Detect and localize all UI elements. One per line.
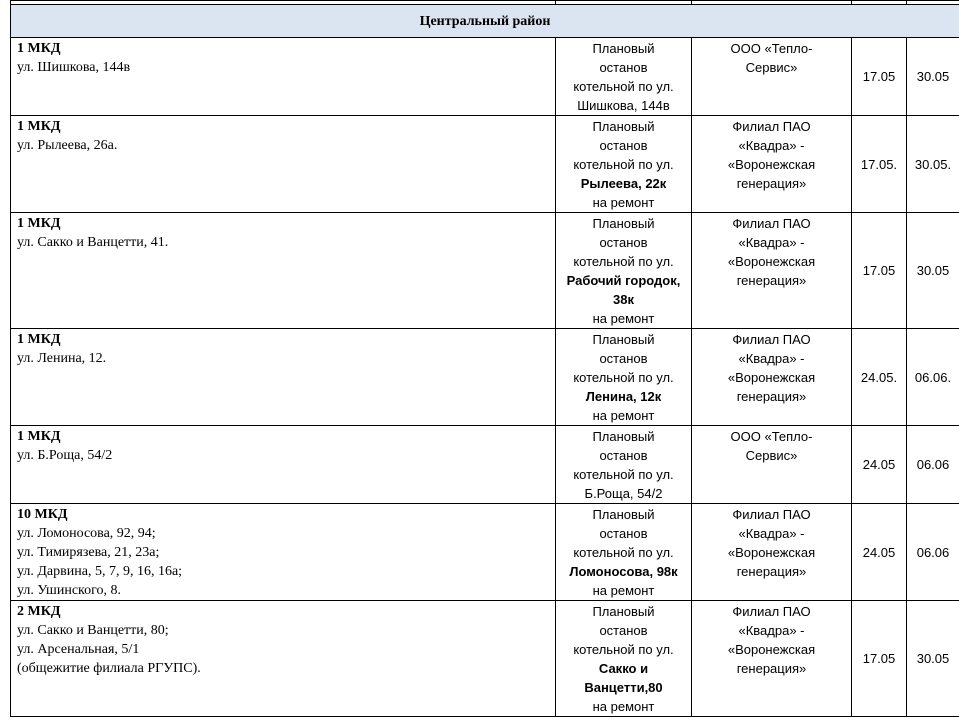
organization-cell: [692, 213, 852, 329]
address-line: ул. Арсенальная, 5/1: [17, 642, 140, 657]
reason-cell: [556, 329, 692, 426]
reason-line: котельной по ул.: [573, 157, 674, 172]
organization-line: генерация»: [736, 661, 807, 676]
reason-line: Плановый: [592, 429, 655, 444]
building-count: 1 МКД: [17, 429, 61, 444]
reason-line: котельной по ул.: [573, 642, 674, 657]
reason-line: Плановый: [592, 507, 655, 522]
organization-line: «Квадра» -: [738, 351, 805, 366]
start-date: 24.05: [852, 504, 907, 601]
organization-line: «Воронежская: [727, 254, 816, 269]
district-header-row: [11, 5, 959, 38]
reason-line: на ремонт: [592, 195, 655, 210]
organization-cell: [692, 329, 852, 426]
reason-cell: [556, 116, 692, 213]
address-line: ул. Сакко и Ванцетти, 41.: [17, 235, 169, 250]
district-name: Центральный район: [11, 5, 959, 38]
reason-line: котельной по ул.: [573, 370, 674, 385]
table-row: [11, 213, 959, 329]
organization-line: «Квадра» -: [738, 138, 805, 153]
building-count: 10 МКД: [17, 507, 68, 522]
organization-line: генерация»: [736, 564, 807, 579]
organization-line: «Квадра» -: [738, 235, 805, 250]
organization-cell: [692, 426, 852, 504]
start-date: 24.05: [852, 426, 907, 504]
reason-line: Плановый: [592, 332, 655, 347]
address-line: ул. Б.Роща, 54/2: [17, 448, 113, 463]
table-row: [11, 329, 959, 426]
organization-cell: [692, 504, 852, 601]
organization-line: генерация»: [736, 389, 807, 404]
address-cell: [11, 116, 556, 213]
reason-line: останов: [599, 623, 648, 638]
reason-cell: [556, 38, 692, 116]
address-cell: [11, 504, 556, 601]
reason-line: на ремонт: [592, 699, 655, 714]
start-date: 17.05: [852, 38, 907, 116]
address-line: ул. Ломоносова, 92, 94;: [17, 526, 156, 541]
reason-line: Плановый: [592, 119, 655, 134]
reason-line: котельной по ул.: [573, 254, 674, 269]
end-date: 30.05: [907, 213, 959, 329]
organization-line: «Воронежская: [727, 157, 816, 172]
table-row: [11, 601, 959, 717]
organization-line: «Воронежская: [727, 370, 816, 385]
organization-line: ООО «Тепло-: [730, 429, 813, 444]
end-date: 06.06: [907, 426, 959, 504]
boiler-address: Ломоносова, 98к: [569, 564, 678, 579]
table-row: [11, 38, 959, 116]
end-date: 30.05: [907, 38, 959, 116]
address-cell: [11, 426, 556, 504]
organization-cell: [692, 601, 852, 717]
reason-line: останов: [599, 448, 648, 463]
organization-line: «Воронежская: [727, 545, 816, 560]
building-count: 1 МКД: [17, 119, 61, 134]
address-line: ул. Ушинского, 8.: [17, 583, 122, 598]
document-table-container: [10, 0, 959, 717]
organization-cell: [692, 116, 852, 213]
address-line: ул. Шишкова, 144в: [17, 60, 131, 75]
building-count: 2 МКД: [17, 604, 61, 619]
address-cell: [11, 38, 556, 116]
address-line: (общежитие филиала РГУПС).: [17, 661, 201, 676]
boiler-address: Ленина, 12к: [585, 389, 662, 404]
reason-line: Б.Роща, 54/2: [584, 486, 663, 501]
reason-cell: [556, 213, 692, 329]
reason-line: котельной по ул.: [573, 545, 674, 560]
boiler-address: Рылеева, 22к: [580, 176, 667, 191]
building-count: 1 МКД: [17, 332, 61, 347]
reason-line: Шишкова, 144в: [577, 98, 670, 113]
outage-table: [10, 0, 959, 717]
reason-line: котельной по ул.: [573, 79, 674, 94]
address-line: ул. Тимирязева, 21, 23а;: [17, 545, 160, 560]
address-line: ул. Дарвина, 5, 7, 9, 16, 16а;: [17, 564, 183, 579]
end-date: 30.05.: [907, 116, 959, 213]
table-row: [11, 116, 959, 213]
start-date: 17.05: [852, 601, 907, 717]
reason-line: останов: [599, 526, 648, 541]
address-cell: [11, 213, 556, 329]
organization-line: генерация»: [736, 176, 807, 191]
start-date: 17.05.: [852, 116, 907, 213]
organization-line: Сервис»: [745, 448, 798, 463]
organization-line: «Квадра» -: [738, 526, 805, 541]
start-date: 24.05.: [852, 329, 907, 426]
address-line: ул. Рылеева, 26а.: [17, 138, 118, 153]
boiler-address: Рабочий городок, 38к: [566, 273, 681, 307]
organization-line: Сервис»: [745, 60, 798, 75]
end-date: 06.06: [907, 504, 959, 601]
table-row: [11, 426, 959, 504]
start-date: 17.05: [852, 213, 907, 329]
organization-line: «Воронежская: [727, 642, 816, 657]
reason-line: останов: [599, 60, 648, 75]
end-date: 06.06.: [907, 329, 959, 426]
organization-line: Филиал ПАО: [732, 332, 811, 347]
reason-cell: [556, 426, 692, 504]
organization-line: «Квадра» -: [738, 623, 805, 638]
reason-line: котельной по ул.: [573, 467, 674, 482]
reason-line: Плановый: [592, 41, 655, 56]
reason-line: на ремонт: [592, 311, 655, 326]
organization-line: генерация»: [736, 273, 807, 288]
reason-line: останов: [599, 138, 648, 153]
address-cell: [11, 601, 556, 717]
reason-line: Плановый: [592, 216, 655, 231]
reason-line: останов: [599, 235, 648, 250]
boiler-address: Сакко и Ванцетти,80: [584, 661, 663, 695]
organization-line: Филиал ПАО: [732, 507, 811, 522]
address-line: ул. Ленина, 12.: [17, 351, 107, 366]
reason-cell: [556, 601, 692, 717]
organization-line: Филиал ПАО: [732, 119, 811, 134]
reason-line: на ремонт: [592, 408, 655, 423]
end-date: 30.05: [907, 601, 959, 717]
reason-cell: [556, 504, 692, 601]
building-count: 1 МКД: [17, 216, 61, 231]
address-cell: [11, 329, 556, 426]
building-count: 1 МКД: [17, 41, 61, 56]
reason-line: на ремонт: [592, 583, 655, 598]
organization-line: ООО «Тепло-: [730, 41, 813, 56]
reason-line: останов: [599, 351, 648, 366]
organization-line: Филиал ПАО: [732, 216, 811, 231]
table-row: [11, 504, 959, 601]
address-line: ул. Сакко и Ванцетти, 80;: [17, 623, 169, 638]
organization-line: Филиал ПАО: [732, 604, 811, 619]
reason-line: Плановый: [592, 604, 655, 619]
organization-cell: [692, 38, 852, 116]
